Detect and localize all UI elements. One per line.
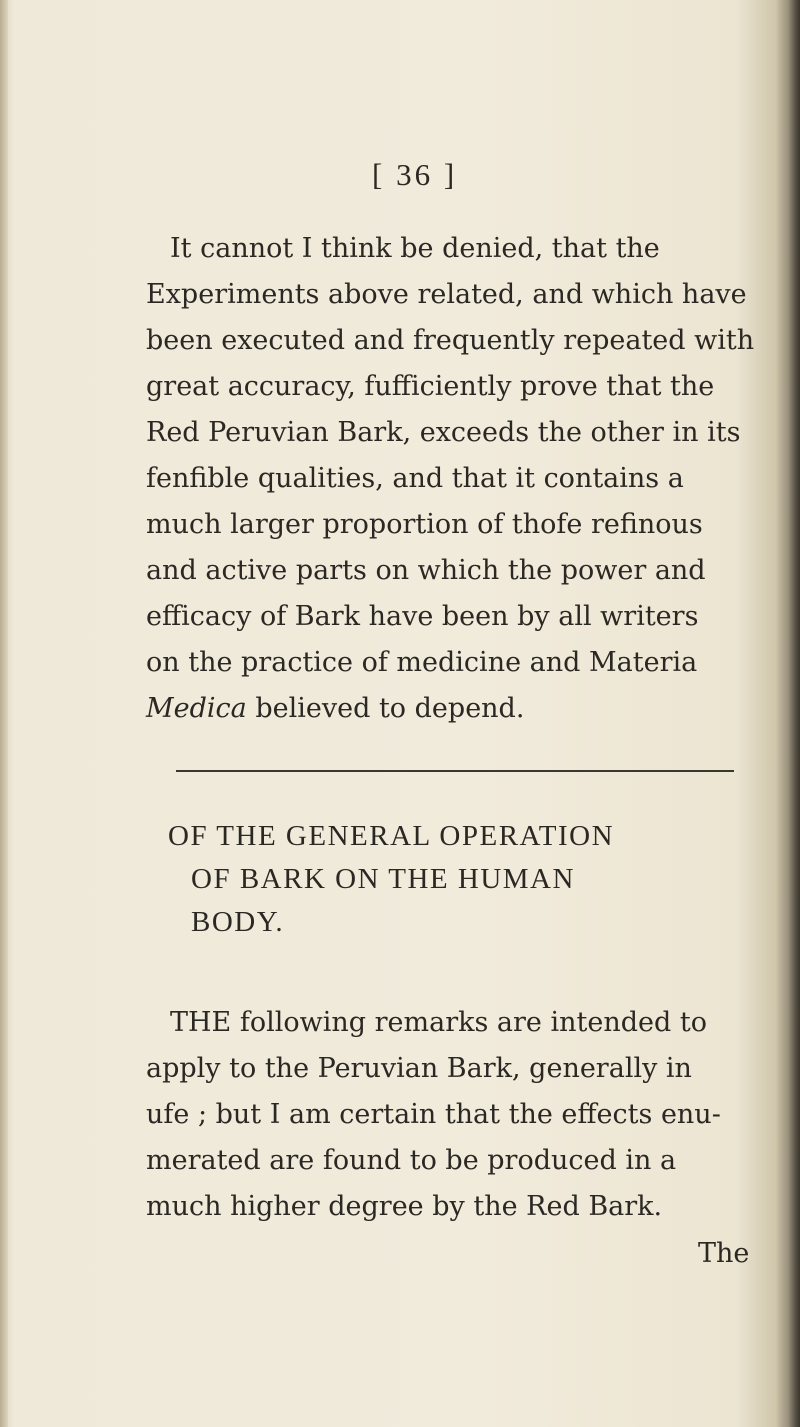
section-heading xyxy=(168,815,768,944)
paragraph-experiments xyxy=(146,226,755,732)
page-gutter-shadow xyxy=(776,0,800,1427)
text-line: on the practice of medicine and Materia xyxy=(146,647,698,678)
text-line: apply to the Peruvian Bark, generally in xyxy=(146,1053,692,1084)
text-line: much larger proportion of thofe refinous xyxy=(146,509,703,540)
heading-line: BODY. xyxy=(191,906,285,938)
section-divider xyxy=(176,770,734,772)
italic-term: Medica xyxy=(146,693,247,724)
text-line: merated are found to be produced in a xyxy=(146,1145,677,1176)
text-line: much higher degree by the Red Bark. xyxy=(146,1191,663,1222)
text-line: great accuracy, fufficiently prove that the xyxy=(146,371,715,402)
page-number: [ 36 ] xyxy=(372,157,458,192)
text-line: ufe ; but I am certain that the effects enu- xyxy=(146,1099,721,1130)
text-line-rest: believed to depend. xyxy=(246,693,525,724)
text-line-last xyxy=(146,686,746,732)
text-line: Red Peruvian Bark, exceeds the other in its xyxy=(146,417,741,448)
text-line: Experiments above related, and which have xyxy=(146,279,747,310)
paragraph-remarks xyxy=(146,1000,746,1230)
page-left-edge xyxy=(0,0,8,1427)
text-line: It cannot I think be denied, that the xyxy=(170,233,660,264)
text-line: fenfible qualities, and that it contains a xyxy=(146,463,684,494)
text-line: been executed and frequently repeated with xyxy=(146,325,755,356)
heading-line: OF THE GENERAL OPERATION xyxy=(168,820,615,852)
text-line: and active parts on which the power and xyxy=(146,555,706,586)
text-line: efficacy of Bark have been by all writers xyxy=(146,601,699,632)
text-line: THE following remarks are intended to xyxy=(170,1007,707,1038)
heading-line: OF BARK ON THE HUMAN xyxy=(191,863,575,895)
catchword: The xyxy=(698,1238,750,1269)
